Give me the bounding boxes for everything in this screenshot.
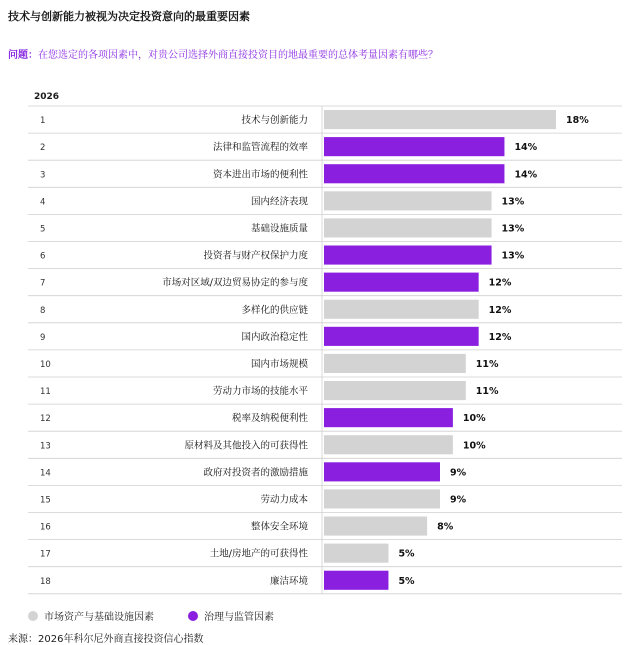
question-label: 问题： xyxy=(8,50,38,61)
value-label: 10% xyxy=(462,440,486,452)
value-label: 13% xyxy=(501,250,525,262)
rank-label: 18 xyxy=(40,576,51,587)
rank-label: 16 xyxy=(40,522,51,533)
rank-label: 13 xyxy=(40,441,51,452)
value-label: 13% xyxy=(501,196,525,208)
rank-label: 10 xyxy=(40,359,51,370)
category-label: 劳动力成本 xyxy=(260,494,308,506)
value-label: 5% xyxy=(398,575,415,587)
bar xyxy=(324,489,440,508)
rank-label: 5 xyxy=(40,224,46,235)
bar-chart xyxy=(0,100,640,598)
rank-label: 14 xyxy=(40,468,51,479)
value-label: 12% xyxy=(488,304,512,316)
category-label: 国内经济表现 xyxy=(250,196,308,208)
bar xyxy=(324,381,466,400)
bar xyxy=(324,110,556,129)
bar xyxy=(324,435,453,454)
rank-label: 15 xyxy=(40,495,51,506)
value-label: 10% xyxy=(462,413,486,425)
category-label: 政府对投资者的激励措施 xyxy=(203,467,308,479)
legend-market-marker xyxy=(28,611,38,621)
value-label: 11% xyxy=(475,386,499,398)
legend xyxy=(28,608,274,623)
category-label: 多样化的供应链 xyxy=(241,304,308,316)
bar xyxy=(324,164,504,183)
value-label: 18% xyxy=(566,115,589,127)
value-label: 12% xyxy=(488,331,512,343)
legend-market-label: 市场资产与基础设施因素 xyxy=(44,612,154,623)
rank-label: 8 xyxy=(40,305,46,316)
bar xyxy=(324,137,504,156)
source-note: 来源：2026年科尔尼外商直接投资信心指数 xyxy=(8,634,204,645)
category-label: 劳动力市场的技能水平 xyxy=(212,386,308,398)
rank-label: 9 xyxy=(40,332,46,343)
bar xyxy=(324,408,453,427)
bar xyxy=(324,462,440,481)
bar xyxy=(324,354,466,373)
bar xyxy=(324,218,492,237)
rank-label: 4 xyxy=(40,197,46,208)
bar xyxy=(324,517,427,536)
bar xyxy=(324,246,492,265)
category-label: 税率及纳税便利性 xyxy=(231,413,308,425)
category-label: 原材料及其他投入的可获得性 xyxy=(184,440,308,452)
rank-label: 2 xyxy=(40,143,46,154)
question-body: 在您选定的各项因素中，对贵公司选择外商直接投资目的地最重要的总体考量因素有哪些？ xyxy=(38,50,438,61)
value-label: 5% xyxy=(398,548,415,560)
value-label: 9% xyxy=(450,467,467,479)
year-label: 2026 xyxy=(34,92,60,102)
bar xyxy=(324,544,388,563)
bar xyxy=(324,300,479,319)
legend-governance-marker xyxy=(188,611,198,621)
rank-label: 12 xyxy=(40,414,51,425)
bar xyxy=(324,273,479,292)
bar xyxy=(324,191,492,210)
category-label: 基础设施质量 xyxy=(250,223,308,235)
category-label: 国内市场规模 xyxy=(250,358,308,370)
category-label: 廉洁环境 xyxy=(269,575,308,587)
rank-label: 17 xyxy=(40,549,51,560)
category-label: 投资者与财产权保护力度 xyxy=(203,250,308,262)
question-text xyxy=(8,46,438,61)
rank-label: 3 xyxy=(40,170,46,181)
value-label: 13% xyxy=(501,223,525,235)
category-label: 整体安全环境 xyxy=(250,521,308,533)
rank-label: 1 xyxy=(40,116,46,127)
legend-item-governance xyxy=(188,608,274,623)
category-label: 法律和监管流程的效率 xyxy=(212,142,308,154)
legend-governance-label: 治理与监管因素 xyxy=(204,612,274,623)
rank-label: 6 xyxy=(40,251,46,262)
chart-title: 技术与创新能力被视为决定投资意向的最重要因素 xyxy=(8,10,250,23)
category-label: 市场对区域/双边贸易协定的参与度 xyxy=(162,277,308,289)
category-label: 资本进出市场的便利性 xyxy=(212,169,308,181)
value-label: 14% xyxy=(514,169,538,181)
legend-item-market xyxy=(28,608,154,623)
rank-label: 7 xyxy=(40,278,46,289)
value-label: 8% xyxy=(437,521,454,533)
category-label: 国内政治稳定性 xyxy=(241,331,308,343)
bar xyxy=(324,571,388,590)
value-label: 9% xyxy=(450,494,467,506)
value-label: 14% xyxy=(514,142,538,154)
category-label: 技术与创新能力 xyxy=(241,115,308,127)
rank-label: 11 xyxy=(40,387,51,398)
value-label: 12% xyxy=(488,277,512,289)
bar xyxy=(324,327,479,346)
value-label: 11% xyxy=(475,358,499,370)
category-label: 土地/房地产的可获得性 xyxy=(209,548,308,560)
